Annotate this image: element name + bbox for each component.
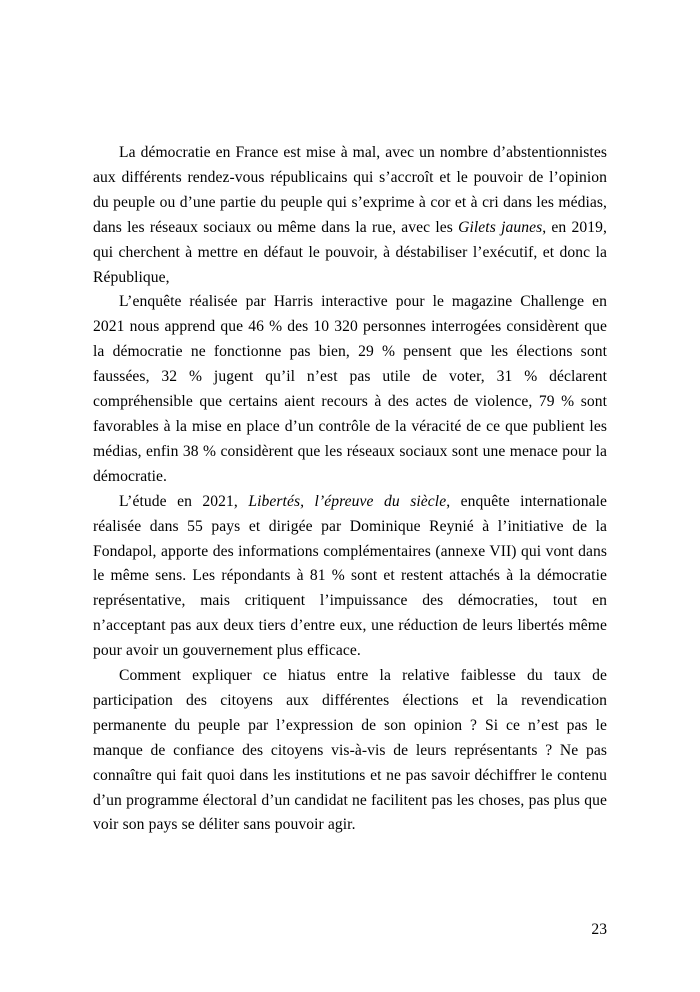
text-run: , enquête internationale réalisée dans 55 pays et dirigée par Dominique Reynié à l’initiative de la Fondapol, apporte des informations complémentaires (annexe VII) qui vont dans le même sens. Les répondants à 81 % sont et restent attachés à la démocratie représentative, mais critiquent l’impuissance des démocraties, tout en n’acceptant pas aux deux tiers d’entre eux, une réduction de leurs libertés même pour avoir un gouvernement plus efficace. (93, 492, 607, 660)
paragraph-1 (93, 141, 607, 290)
text-run: Comment expliquer ce hiatus entre la relative faiblesse du taux de participation des citoyens aux différentes élections et la revendication permanente du peuple par l’expression de son opinion ? Si ce n’est pas le manque de confiance des citoyens vis-à-vis de leurs représentants ? Ne pas connaître qui fait quoi dans les institutions et ne pas savoir déchiffrer le contenu d’un programme électoral d’un candidat ne facilitent pas les choses, pas plus que voir son pays se déliter sans pouvoir agir. (93, 667, 607, 834)
paragraph-2 (93, 290, 607, 489)
page-text-body (93, 141, 607, 838)
page-number: 23 (591, 921, 607, 938)
emphasized-title: Gilets jaunes (458, 218, 543, 236)
paragraph-3 (93, 490, 607, 664)
text-run: L’étude en 2021, (119, 492, 249, 510)
emphasized-title: Libertés, l’épreuve du siècle (248, 492, 447, 510)
text-run: , en 2019, qui cherchent à mettre en défaut le pouvoir, à déstabiliser l’exécutif, et donc la République, (93, 218, 607, 286)
text-run: La démocratie en France est mise à mal, avec un nombre d’abstentionnistes aux différents rendez-vous républicains qui s’accroît et le pouvoir de l’opinion du peuple ou d’une partie du peuple qui s’exprime à cor et à cri dans les médias, dans les réseaux sociaux ou même dans la rue, avec les (93, 144, 607, 236)
text-run: L’enquête réalisée par Harris interactive pour le magazine Challenge en 2021 nous apprend que 46 % des 10 320 personnes interrogées considèrent que la démocratie ne fonctionne pas bien, 29 % pensent que les élections sont faussées, 32 % jugent qu’il n’est pas utile de voter, 31 % déclarent compréhensible que certains aient recours à des actes de violence, 79 % sont favorables à la mise en place d’un contrôle de la véracité de ce que publient les médias, enfin 38 % considèrent que les réseaux sociaux sont une menace pour la démocratie. (93, 293, 607, 485)
paragraph-4 (93, 664, 607, 838)
